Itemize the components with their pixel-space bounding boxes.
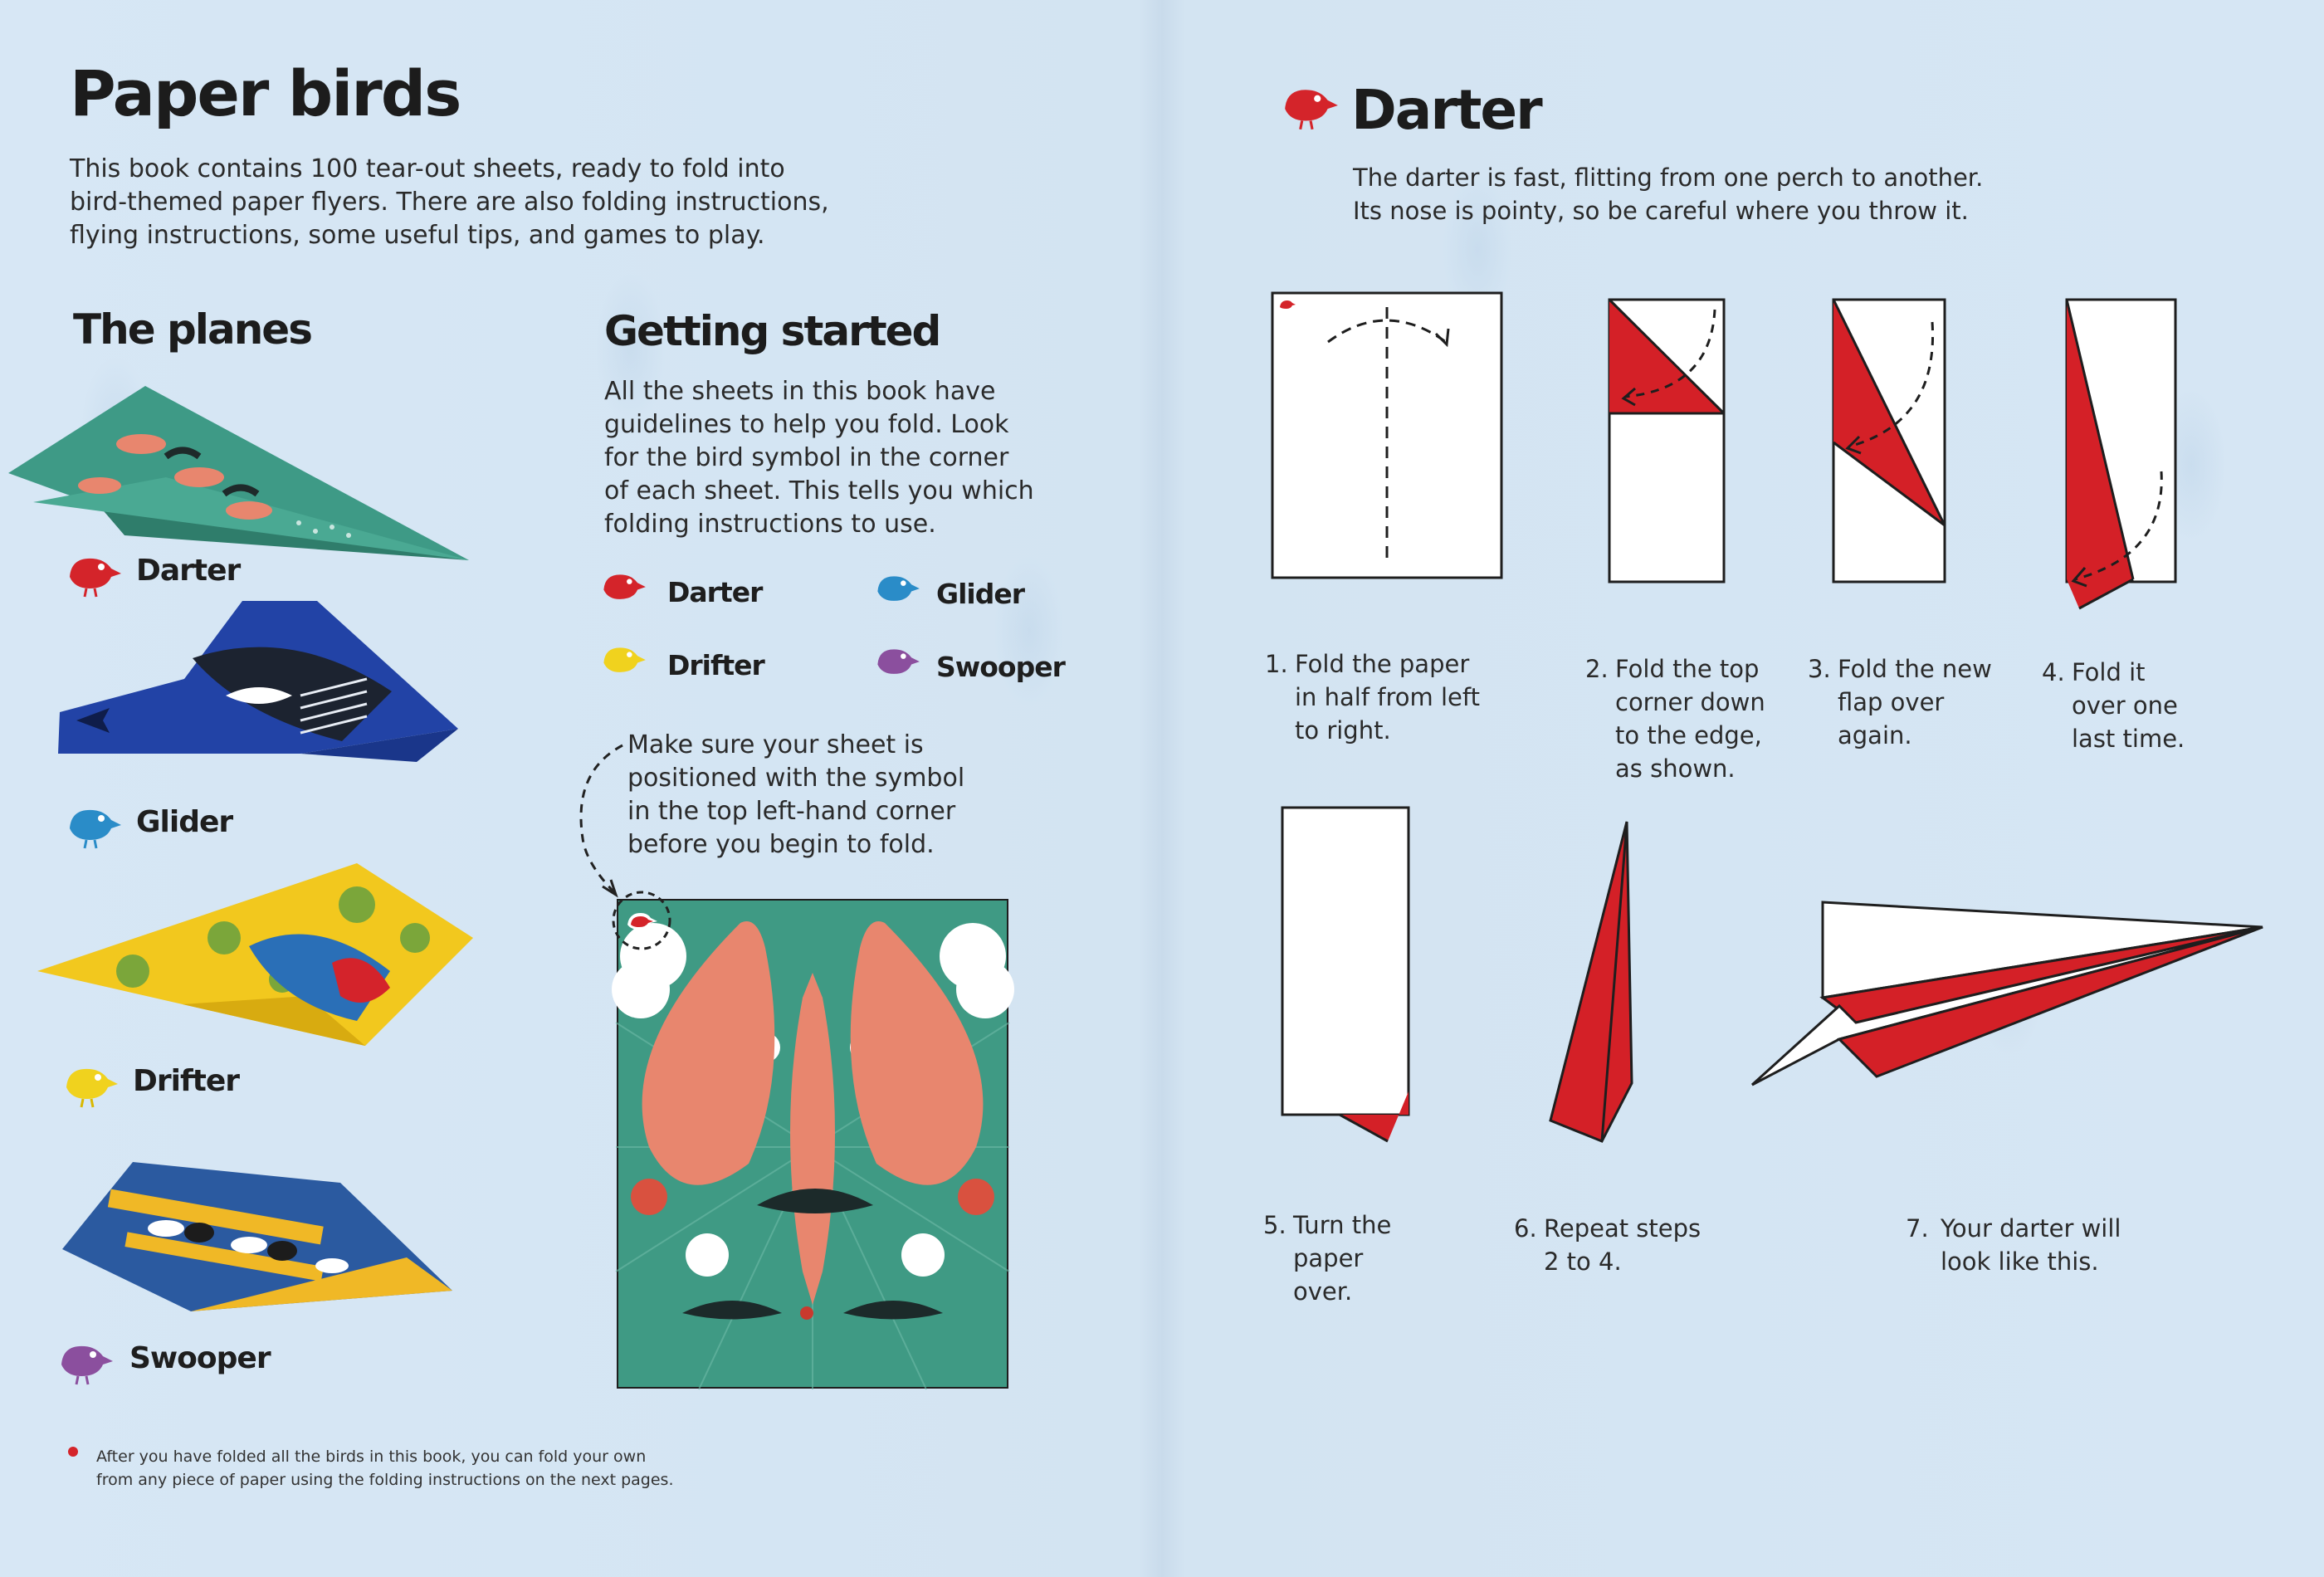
bird-icon <box>65 803 123 848</box>
intro-line: The darter is fast, flitting from one perch to another. <box>1353 164 1984 192</box>
footnote-line: After you have folded all the birds in this book, you can fold your own <box>96 1448 647 1466</box>
plane-name: Drifter <box>133 1064 240 1098</box>
step-5-text: Turn the paper over. <box>1293 1211 1392 1306</box>
symbol-name: Darter <box>667 576 763 608</box>
intro-line: flying instructions, some useful tips, and games to play. <box>70 221 765 250</box>
step-2-text: Fold the top corner down to the edge, as shown. <box>1615 655 1765 783</box>
step-6-number: 6. <box>1514 1214 1537 1243</box>
planes-heading: The planes <box>73 305 311 354</box>
sample-sheet-illustration <box>616 898 1009 1389</box>
bird-icon <box>873 571 921 608</box>
darter-bird-icon <box>1280 83 1340 129</box>
step-1-number: 1. <box>1265 650 1288 678</box>
getting-started-paragraph <box>604 375 1052 541</box>
step-3-text: Fold the new flap over again. <box>1838 655 1992 749</box>
swooper-plane-illustration <box>58 1158 456 1316</box>
text-line: Make sure your sheet is <box>627 730 924 759</box>
intro-line: This book contains 100 tear-out sheets, ready to fold into <box>70 154 785 183</box>
step-1-diagram <box>1270 290 1506 581</box>
symbol-name: Swooper <box>936 651 1065 683</box>
step-7-number: 7. <box>1906 1214 1929 1243</box>
darter-intro <box>1353 161 2183 227</box>
intro-line: Its nose is pointy, so be careful where you throw it. <box>1353 197 1969 225</box>
text-line: for the bird symbol in the corner <box>604 443 1009 472</box>
intro-paragraph <box>70 153 900 252</box>
text-line: positioned with the symbol <box>627 764 965 793</box>
plane-name: Darter <box>136 554 241 588</box>
bird-icon <box>873 644 921 681</box>
symbol-name: Glider <box>936 578 1024 610</box>
step-2-diagram <box>1607 297 1726 584</box>
darter-plane-illustration <box>0 378 481 569</box>
step-4-diagram <box>2058 297 2178 616</box>
step-7-finished-darter <box>1748 898 2266 1087</box>
text-line: guidelines to help you fold. Look <box>604 410 1009 439</box>
sheet-note <box>627 729 1042 862</box>
step-4-number: 4. <box>2042 658 2065 686</box>
bullet-icon <box>66 1445 80 1458</box>
bird-icon <box>599 642 647 679</box>
page-title: Paper birds <box>70 56 461 130</box>
footnote <box>96 1445 843 1492</box>
step-7-text: Your darter will look like this. <box>1941 1214 2121 1276</box>
symbol-name: Drifter <box>667 649 764 681</box>
section-title: Darter <box>1351 78 1541 142</box>
glider-plane-illustration <box>51 596 466 779</box>
plane-name: Glider <box>136 805 233 839</box>
bird-icon <box>61 1062 120 1107</box>
step-5-diagram <box>1280 805 1413 1145</box>
step-6-text: Repeat steps 2 to 4. <box>1544 1214 1702 1276</box>
step-1-text: Fold the paper in half from left to right. <box>1295 650 1480 745</box>
step-4-text: Fold it over one last time. <box>2072 658 2185 753</box>
step-6-diagram <box>1545 818 1637 1141</box>
step-5-number: 5. <box>1263 1211 1286 1239</box>
bird-icon <box>56 1340 115 1384</box>
step-3-number: 3. <box>1808 655 1831 683</box>
text-line: before you begin to fold. <box>627 830 935 859</box>
drifter-plane-illustration <box>33 855 481 1050</box>
text-line: All the sheets in this book have <box>604 377 996 406</box>
getting-started-heading: Getting started <box>604 307 940 355</box>
symbol-highlight-circle <box>609 888 674 953</box>
step-3-diagram <box>1831 297 1947 584</box>
dashed-arrow <box>573 739 647 905</box>
step-2-number: 2. <box>1585 655 1609 683</box>
text-line: folding instructions to use. <box>604 510 936 539</box>
text-line: in the top left-hand corner <box>627 797 956 826</box>
footnote-line: from any piece of paper using the folding instructions on the next pages. <box>96 1471 674 1489</box>
bird-icon <box>65 552 123 597</box>
plane-name: Swooper <box>129 1341 271 1375</box>
bird-icon <box>599 569 647 606</box>
text-line: of each sheet. This tells you which <box>604 476 1034 505</box>
intro-line: bird-themed paper flyers. There are also folding instructions, <box>70 188 829 217</box>
